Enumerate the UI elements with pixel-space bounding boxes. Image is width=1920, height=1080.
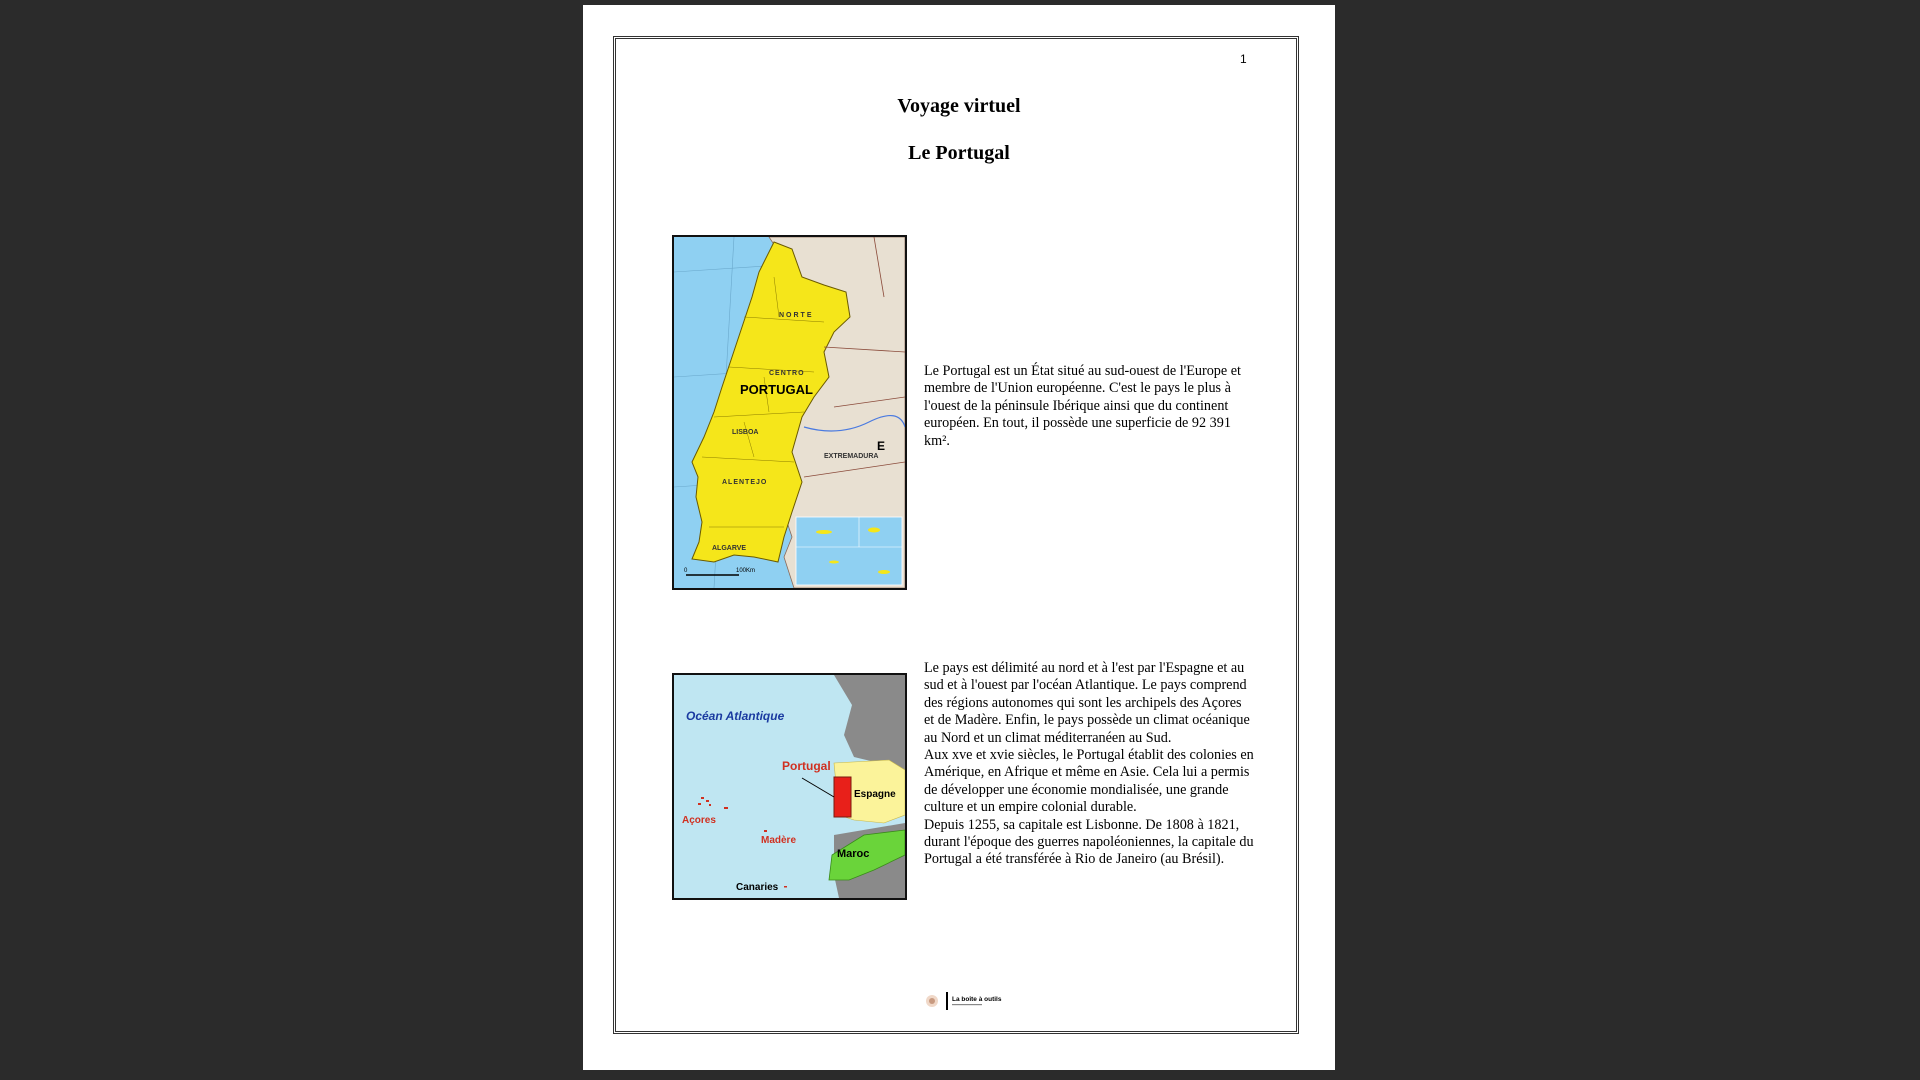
map2-spain-label: Espagne <box>854 789 896 800</box>
map1-region-lisboa: LISBOA <box>732 429 759 436</box>
map2-portugal-label: Portugal <box>782 759 831 773</box>
map2-morocco-label: Maroc <box>837 848 870 860</box>
footer-logo <box>924 988 1014 1014</box>
map1-region-algarve: ALGARVE <box>712 545 747 552</box>
intro-paragraph: Le Portugal est un État situé au sud-ouest de l'Europe et membre de l'Union européenne. C'est le pays le plus à l'ouest de la péninsule Ibérique ainsi que du continent européen. En tout, il possède une superficie de 92 391 km². <box>924 363 1241 449</box>
portugal-location-map <box>672 673 907 900</box>
map1-region-alentejo: ALENTEJO <box>722 479 768 486</box>
map1-letter: E <box>877 439 886 453</box>
map2-azores-label: Açores <box>682 815 716 826</box>
document-title: Voyage virtuel <box>897 95 1021 117</box>
map2-portugal-shape <box>834 777 851 817</box>
portugal-location-map-svg <box>674 675 905 898</box>
details-paragraph <box>924 660 1254 869</box>
portugal-regions-map <box>672 235 907 590</box>
map1-country-label: PORTUGAL <box>740 382 813 397</box>
map2-madeira-label: Madère <box>761 835 797 846</box>
details-paragraph-capital: Depuis 1255, sa capitale est Lisbonne. De 1808 à 1821, durant l'époque des guerres napoléoniennes, la capitale du Portugal a été transférée à Rio de Janeiro (au Brésil). <box>924 816 1254 868</box>
map1-region-extremadura: EXTREMADURA <box>824 453 879 460</box>
document-subtitle: Le Portugal <box>908 142 1010 164</box>
map2-canaries-label: Canaries <box>736 882 779 893</box>
details-paragraph-history: Aux xve et xvie siècles, le Portugal établit des colonies en Amérique, en Afrique et même en Asie. Cela lui a permis de développer une économie mondialisée, une grande culture et un empire colonial durable. <box>924 747 1254 816</box>
document-page <box>583 5 1335 1070</box>
map2-ocean-label: Océan Atlantique <box>686 709 785 723</box>
details-paragraph-geography: Le pays est délimité au nord et à l'est par l'Espagne et au sud et à l'ouest par l'océan Atlantique. Le pays comprend des régions autonomes qui sont les archipels des Açores et de Madère. Enfin, le pays possède un climat océanique au Nord et un climat méditerranéen au Sud. <box>924 660 1250 746</box>
footer-logo-svg <box>924 988 1014 1014</box>
footer-logo-text: La boîte à outils <box>952 996 1002 1003</box>
map1-region-norte: NORTE <box>779 312 814 319</box>
portugal-regions-map-svg <box>674 237 905 588</box>
map1-scale-label: 100Km <box>736 568 756 574</box>
map1-scale-zero: 0 <box>684 568 688 574</box>
page-number: 1 <box>1240 52 1247 66</box>
map1-region-centro: CENTRO <box>769 370 805 377</box>
